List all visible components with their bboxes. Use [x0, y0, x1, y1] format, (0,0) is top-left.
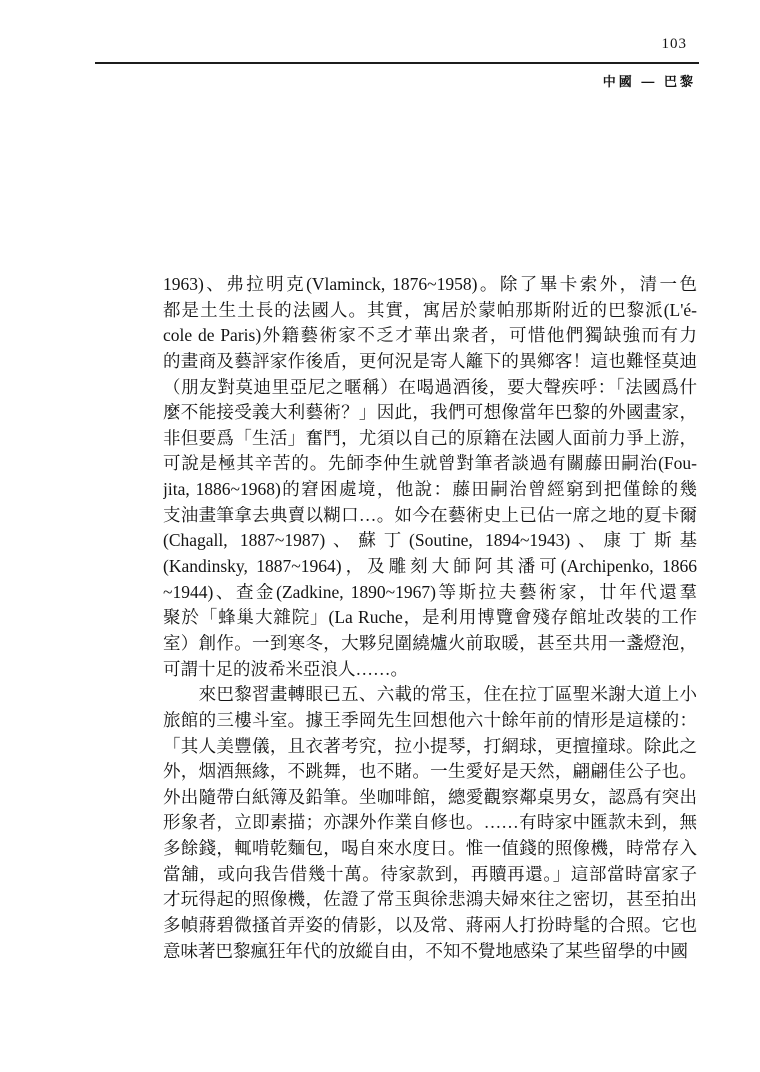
text-line: 的畫商及藝評家作後盾，更何況是寄人籬下的異鄉客！這也難怪莫迪: [163, 350, 697, 371]
text-line: ~1944)、查金(Zadkine, 1890~1967)等斯拉夫藝術家，廿年代還羣: [163, 581, 697, 602]
text-line: 可謂十足的波希米亞浪人……。: [163, 658, 408, 679]
text-line: 非但要爲「生活」奮鬥，尤須以自己的原籍在法國人面前力爭上游，: [163, 427, 697, 448]
text-line: 外，烟酒無緣，不跳舞，也不賭。一生愛好是天然，翩翩佳公子也。: [163, 761, 697, 782]
text-line: 多幀蔣碧微搔首弄姿的倩影，以及常、蔣兩人打扮時髦的合照。它也: [163, 915, 697, 936]
text-line: cole de Paris)外籍藝術家不乏才華出衆者，可惜他們獨缺強而有力: [163, 325, 697, 346]
paragraph: [163, 272, 697, 682]
text-line: 才玩得起的照像機，佐證了常玉與徐悲鴻夫婦來往之密切，甚至拍出: [163, 889, 697, 910]
text-line: （朋友對莫迪里亞尼之暱稱）在喝過酒後，要大聲疾呼：「法國爲什: [163, 376, 697, 397]
text-line: 室）創作。一到寒冬，大夥兒圍繞爐火前取暖，甚至共用一盞燈泡，: [163, 632, 697, 653]
header-rule: [95, 62, 699, 64]
text-line: (Chagall, 1887~1987)、蘇丁(Soutine, 1894~1943)、康丁斯基: [163, 530, 697, 551]
text-line: 形象者，立即素描；亦課外作業自修也。……有時家中匯款未到，無: [163, 812, 697, 833]
text-line: 可說是極其辛苦的。先師李仲生就曾對筆者談過有關藤田嗣治(Fou-: [163, 453, 697, 474]
text-line: 當舖，或向我告借幾十萬。待家款到，再贖再還。」這部當時富家子: [163, 863, 697, 884]
text-line: (Kandinsky, 1887~1964)，及雕刻大師阿其潘可(Archipenko, 1866: [163, 556, 697, 577]
text-line: 外出隨帶白紙簿及鉛筆。坐咖啡館，總愛觀察鄰桌男女，認爲有突出: [163, 786, 697, 807]
text-line: 1963)、弗拉明克(Vlaminck, 1876~1958)。除了畢卡索外，清一色: [163, 274, 697, 294]
text-line: jita, 1886~1968)的窘困處境，他說：藤田嗣治曾經窮到把僅餘的幾: [163, 479, 697, 500]
text-line: 都是土生土長的法國人。其實，寓居於蒙帕那斯附近的巴黎派(L'é-: [163, 299, 697, 320]
text-line: 聚於「蜂巢大雜院」(La Ruche，是利用博覽會殘存館址改裝的工作: [163, 607, 697, 628]
running-head: 中國 — 巴黎: [602, 74, 696, 89]
text-line: 「其人美豐儀，且衣著考究，拉小提琴，打網球，更擅撞球。除此之: [163, 735, 697, 756]
text-line: 支油畫筆拿去典賣以糊口…。如今在藝術史上已佔一席之地的夏卡爾: [163, 504, 697, 525]
paragraph: [163, 682, 697, 964]
text-line: 來巴黎習畫轉眼已五、六載的常玉，住在拉丁區聖米謝大道上小: [163, 684, 697, 705]
page-number: 103: [661, 36, 687, 52]
text-line: 麼不能接受義大利藝術？」因此，我們可想像當年巴黎的外國畫家，: [163, 402, 697, 423]
text-line: 旅館的三樓斗室。據王季岡先生回想他六十餘年前的情形是這樣的：: [163, 709, 697, 730]
text-line: 多餘錢，輒啃乾麵包，喝自來水度日。惟一值錢的照像機，時常存入: [163, 838, 697, 859]
text-line: 意味著巴黎瘋狂年代的放縱自由，不知不覺地感染了某些留學的中國: [163, 940, 688, 961]
text-block: [163, 272, 697, 964]
